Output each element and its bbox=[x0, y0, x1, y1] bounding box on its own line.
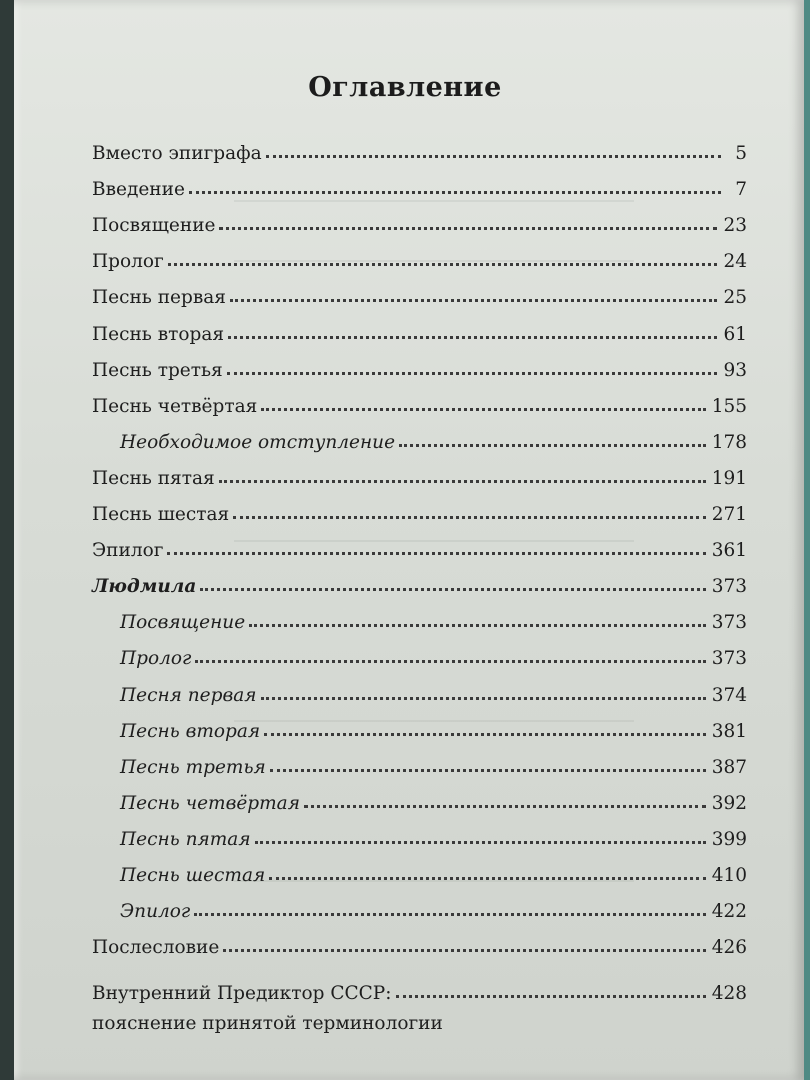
toc-page-number: 373 bbox=[711, 612, 747, 634]
toc-entry-label-continued: пояснение принятой терминологии bbox=[92, 1013, 443, 1035]
dot-leader bbox=[261, 408, 705, 411]
dot-leader bbox=[195, 660, 705, 663]
toc-entry-label: Песнь третья bbox=[92, 359, 223, 381]
toc-page-number: 271 bbox=[711, 504, 747, 526]
toc-entry-label: Песнь вторая bbox=[92, 323, 225, 345]
toc-page-number: 178 bbox=[711, 431, 747, 453]
dot-leader bbox=[255, 841, 706, 844]
dot-leader bbox=[167, 552, 705, 555]
toc-entry bbox=[92, 453, 747, 489]
table-of-contents bbox=[92, 128, 747, 1034]
dot-leader bbox=[168, 263, 718, 266]
toc-page-number: 387 bbox=[711, 756, 747, 778]
toc-entry-label: Песнь пятая bbox=[120, 828, 251, 850]
dot-leader bbox=[223, 949, 705, 952]
toc-page-number: 410 bbox=[711, 864, 747, 886]
toc-page-number: 426 bbox=[711, 937, 747, 959]
toc-page-number: 24 bbox=[723, 251, 747, 273]
toc-entry bbox=[92, 381, 747, 417]
dot-leader bbox=[227, 372, 718, 375]
dot-leader bbox=[396, 995, 706, 998]
dot-leader bbox=[261, 697, 706, 700]
dot-leader bbox=[230, 299, 717, 302]
toc-section-entry bbox=[92, 561, 747, 597]
dot-leader bbox=[399, 444, 706, 447]
toc-subentry bbox=[92, 633, 747, 669]
toc-entry-label: Песнь третья bbox=[120, 756, 266, 778]
toc-page-number: 399 bbox=[711, 828, 747, 850]
dot-leader bbox=[266, 155, 721, 158]
toc-entry-label: Людмила bbox=[92, 576, 197, 598]
toc-subentry bbox=[92, 417, 747, 453]
dot-leader bbox=[219, 227, 717, 230]
toc-entry-label: Эпилог bbox=[92, 540, 164, 562]
dot-leader bbox=[189, 191, 721, 194]
toc-entry bbox=[92, 200, 747, 236]
dot-leader bbox=[219, 480, 706, 483]
dot-leader bbox=[200, 588, 705, 591]
toc-page-number: 373 bbox=[711, 576, 747, 598]
toc-entry-label: Введение bbox=[92, 179, 185, 201]
dot-leader bbox=[194, 913, 705, 916]
toc-entry-label: Песнь вторая bbox=[120, 720, 261, 742]
dot-leader bbox=[228, 336, 717, 339]
toc-entry-label: Посвящение bbox=[92, 215, 216, 237]
toc-page-number: 381 bbox=[711, 720, 747, 742]
toc-subentry bbox=[92, 742, 747, 778]
toc-page-number: 7 bbox=[735, 179, 747, 201]
toc-page-number: 5 bbox=[735, 143, 747, 165]
toc-entry bbox=[92, 164, 747, 200]
background-edge bbox=[804, 0, 810, 1080]
dot-leader bbox=[249, 624, 706, 627]
book-spine-shadow bbox=[0, 0, 14, 1080]
toc-entry-label: Песнь первая bbox=[92, 287, 226, 309]
toc-subentry bbox=[92, 597, 747, 633]
toc-page-number: 23 bbox=[723, 215, 747, 237]
page-title: Оглавление bbox=[308, 72, 502, 103]
toc-page-number: 428 bbox=[711, 983, 747, 1005]
toc-subentry bbox=[92, 706, 747, 742]
dot-leader bbox=[264, 733, 706, 736]
toc-entry-label: Эпилог bbox=[120, 901, 191, 923]
toc-page-number: 374 bbox=[711, 684, 747, 706]
toc-entry-label: Песнь четвёртая bbox=[120, 792, 300, 814]
toc-entry-label: Песня первая bbox=[120, 684, 257, 706]
toc-entry-label: Песнь шестая bbox=[92, 504, 230, 526]
toc-entry bbox=[92, 922, 747, 958]
toc-entry bbox=[92, 489, 747, 525]
toc-page-number: 361 bbox=[711, 540, 747, 562]
toc-entry-label: Посвящение bbox=[120, 612, 246, 634]
toc-entry-label: Внутренний Предиктор СССР: bbox=[92, 983, 392, 1005]
toc-subentry bbox=[92, 778, 747, 814]
toc-entry-label: Вместо эпиграфа bbox=[92, 143, 262, 165]
toc-page-number: 392 bbox=[711, 792, 747, 814]
toc-subentry bbox=[92, 886, 747, 922]
toc-entry bbox=[92, 272, 747, 308]
toc-page-number: 155 bbox=[711, 395, 747, 417]
toc-page-number: 373 bbox=[711, 648, 747, 670]
toc-entry bbox=[92, 236, 747, 272]
toc-page-number: 422 bbox=[711, 901, 747, 923]
toc-entry bbox=[92, 525, 747, 561]
toc-entry-label: Песнь четвёртая bbox=[92, 395, 258, 417]
toc-entry-label: Песнь шестая bbox=[120, 864, 266, 886]
toc-entry bbox=[92, 308, 747, 344]
toc-page-number: 25 bbox=[723, 287, 747, 309]
toc-page-number: 93 bbox=[723, 359, 747, 381]
toc-subentry bbox=[92, 814, 747, 850]
toc-page-number: 61 bbox=[723, 323, 747, 345]
dot-leader bbox=[233, 516, 706, 519]
toc-entry-label: Пролог bbox=[120, 648, 192, 670]
dot-leader bbox=[269, 877, 705, 880]
toc-subentry bbox=[92, 669, 747, 705]
toc-subentry bbox=[92, 850, 747, 886]
toc-entry-label: Пролог bbox=[92, 251, 164, 273]
toc-entry-label: Послесловие bbox=[92, 937, 220, 959]
toc-entry-label: Необходимое отступление bbox=[120, 431, 396, 453]
toc-entry bbox=[92, 345, 747, 381]
dot-leader bbox=[304, 805, 706, 808]
toc-entry bbox=[92, 128, 747, 164]
toc-entry-multiline bbox=[92, 974, 747, 1034]
toc-page-number: 191 bbox=[711, 467, 747, 489]
dot-leader bbox=[270, 769, 706, 772]
toc-entry-label: Песнь пятая bbox=[92, 467, 215, 489]
